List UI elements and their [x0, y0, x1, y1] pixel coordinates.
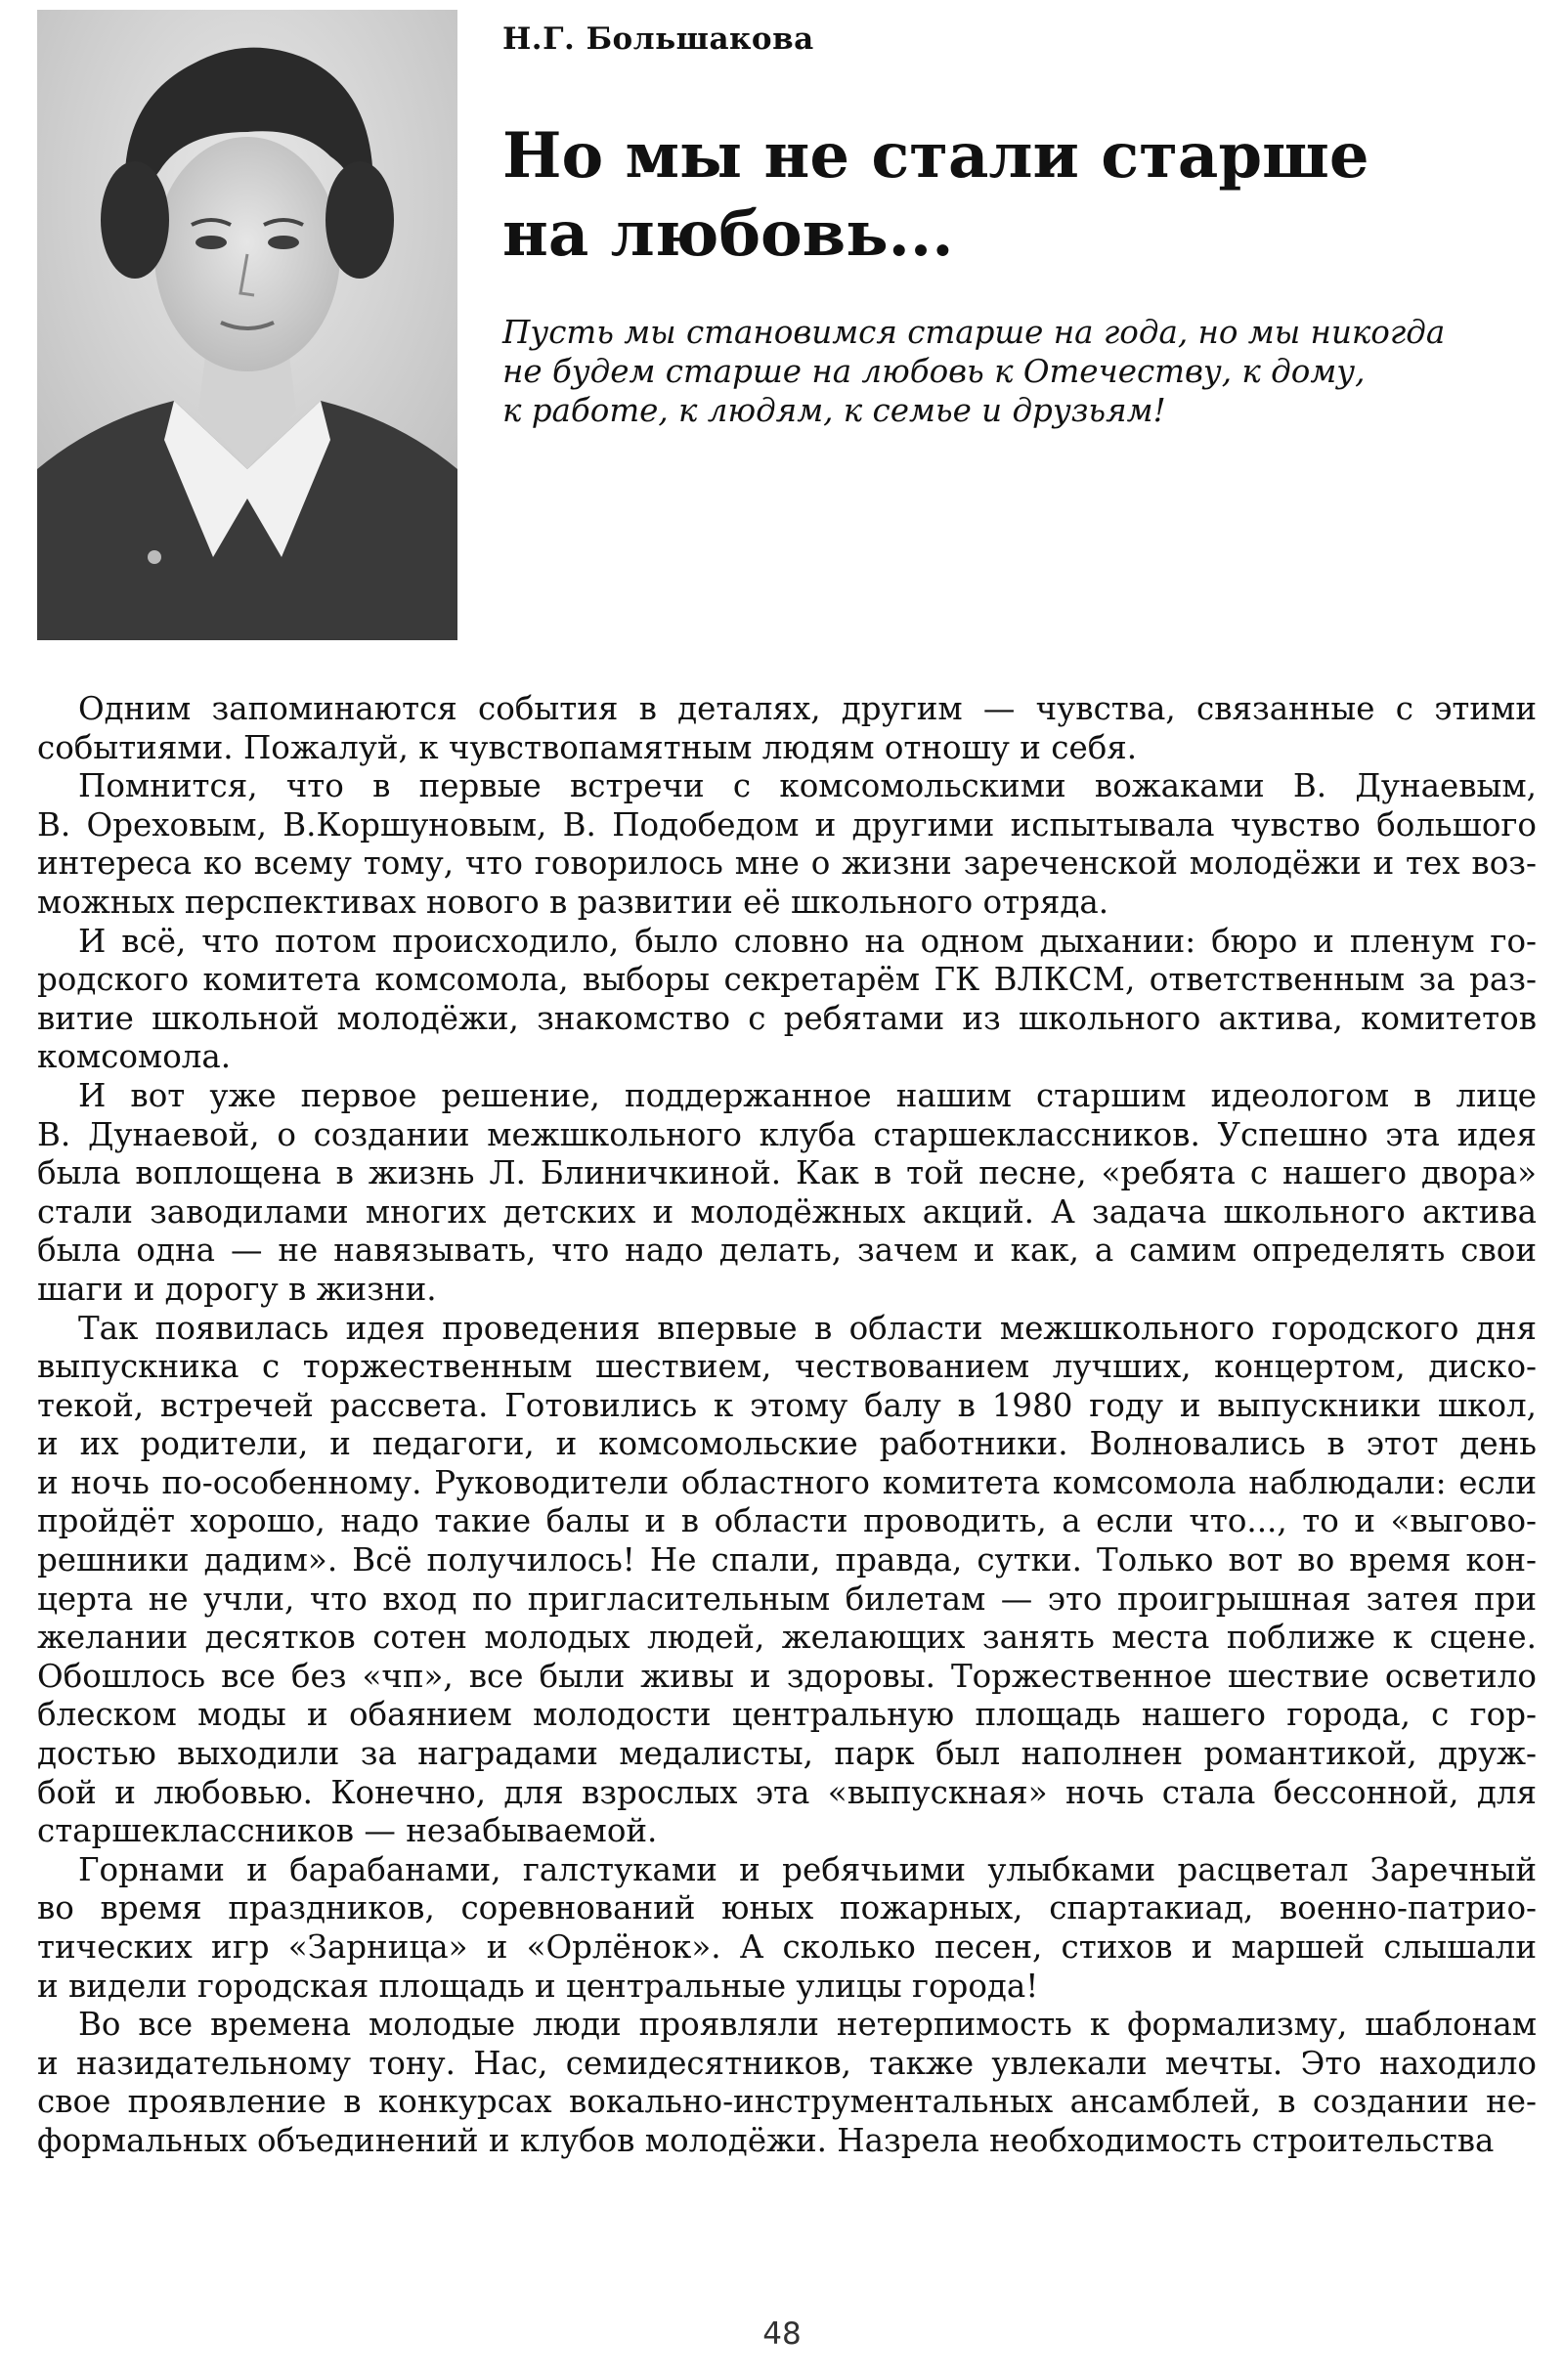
title-line: Но мы не стали старше: [502, 119, 1369, 193]
paragraph-line: блеском моды и обаянием молодости центральную площадь нашего города, с гор-: [37, 1696, 1537, 1734]
paragraph-line: и назидательному тону. Нас, семидесятников, также увлекали мечты. Это находило: [37, 2044, 1537, 2082]
body-paragraph: [37, 1851, 1537, 2006]
paragraph-line: можных перспективах нового в развитии её школьного отряда.: [37, 883, 1109, 921]
epigraph-line: не будем старше на любовь к Отечеству, к дому,: [502, 353, 1366, 390]
paragraph-line: и их родители, и педагоги, и комсомольские работники. Волновались в этот день: [37, 1425, 1537, 1463]
title-line: на любовь...: [502, 197, 954, 271]
paragraph-line: пройдёт хорошо, надо такие балы и в области проводить, а если что..., то и «выгово-: [37, 1502, 1537, 1540]
paragraph-line: стали заводилами многих детских и молодёжных акций. А задача школьного актива: [37, 1192, 1537, 1231]
paragraph-line: интереса ко всему тому, что говорилось мне о жизни зареченской молодёжи и тех воз-: [37, 844, 1537, 883]
body-paragraph: [37, 767, 1537, 922]
paragraph-line: В. Дунаевой, о создании межшкольного клуба старшеклассников. Успешно эта идея: [37, 1115, 1537, 1153]
paragraph-line: во время праздников, соревнований юных пожарных, спартакиад, военно-патрио-: [37, 1889, 1537, 1927]
paragraph-line: желании десятков сотен молодых людей, желающих занять места поближе к сцене.: [37, 1619, 1537, 1657]
paragraph-line: формальных объединений и клубов молодёжи. Назрела необходимость строительства: [37, 2121, 1495, 2159]
body-paragraph: [37, 923, 1537, 1077]
epigraph: [502, 313, 1519, 430]
paragraph-line: и ночь по-особенному. Руководители областного комитета комсомола наблюдали: если: [37, 1463, 1537, 1501]
paragraph-line: И вот уже первое решение, поддержанное нашим старшим идеологом в лице: [78, 1076, 1537, 1114]
paragraph-line: и видели городская площадь и центральные улицы города!: [37, 1967, 1039, 2005]
paragraph-line: Обошлось все без «чп», все были живы и здоровы. Торжественное шествие осветило: [37, 1657, 1537, 1695]
epigraph-line: Пусть мы становимся старше на года, но мы никогда: [502, 314, 1446, 351]
paragraph-line: В. Ореховым, В.Коршуновым, В. Подобедом и другими испытывала чувство большого: [37, 805, 1537, 844]
article-body: [37, 690, 1537, 2161]
paragraph-line: родского комитета комсомола, выборы секретарём ГК ВЛКСМ, ответственным за раз-: [37, 961, 1537, 999]
paragraph-line: была одна — не навязывать, что надо делать, зачем и как, а самим определять свои: [37, 1232, 1537, 1270]
paragraph-line: достью выходили за наградами медалисты, парк был наполнен романтикой, друж-: [37, 1735, 1537, 1773]
paragraph-line: была воплощена в жизнь Л. Блиничкиной. Как в той песне, «ребята с нашего двора»: [37, 1154, 1537, 1192]
paragraph-line: Горнами и барабанами, галстуками и ребячьими улыбками расцветал Заречный: [78, 1850, 1537, 1888]
epigraph-line: к работе, к людям, к семье и друзьям!: [502, 392, 1166, 429]
paragraph-line: выпускника с торжественным шествием, чествованием лучших, концертом, диско-: [37, 1348, 1537, 1386]
paragraph-line: шаги и дорогу в жизни.: [37, 1270, 437, 1308]
paragraph-line: Во все времена молодые люди проявляли нетерпимость к формализму, шаблонам: [78, 2006, 1537, 2044]
paragraph-line: комсомола.: [37, 1038, 232, 1076]
paragraph-line: текой, встречей рассвета. Готовились к этому балу в 1980 году и выпускники школ,: [37, 1386, 1537, 1424]
article-title: [502, 117, 1480, 274]
body-paragraph: [37, 2006, 1537, 2160]
paragraph-line: свое проявление в конкурсах вокально-инструментальных ансамблей, в создании не-: [37, 2083, 1537, 2121]
paragraph-line: событиями. Пожалуй, к чувствопамятным людям отношу и себя.: [37, 728, 1138, 766]
paragraph-line: бой и любовью. Конечно, для взрослых эта «выпускная» ночь стала бессонной, для: [37, 1773, 1537, 1811]
paragraph-line: тических игр «Зарница» и «Орлёнок». А сколько песен, стихов и маршей слышали: [37, 1928, 1537, 1966]
body-paragraph: [37, 1077, 1537, 1310]
author-name: Н.Г. Большакова: [502, 22, 814, 57]
paragraph-line: решники дадим». Всё получилось! Не спали, правда, сутки. Только вот во время кон-: [37, 1541, 1537, 1579]
paragraph-line: И всё, что потом происходило, было словно на одном дыхании: бюро и пленум го-: [78, 922, 1537, 960]
body-paragraph: [37, 690, 1537, 767]
paragraph-line: витие школьной молодёжи, знакомство с ребятами из школьного актива, комитетов: [37, 999, 1537, 1037]
body-paragraph: [37, 1310, 1537, 1851]
paragraph-line: старшеклассников — незабываемой.: [37, 1812, 658, 1850]
page-number: 48: [762, 2316, 802, 2352]
paragraph-line: Помнится, что в первые встречи с комсомольскими вожаками В. Дунаевым,: [78, 767, 1537, 805]
paragraph-line: церта не учли, что вход по пригласительным билетам — это проигрышная затея при: [37, 1579, 1537, 1618]
paragraph-line: Одним запоминаются события в деталях, другим — чувства, связанные с этими: [78, 690, 1537, 727]
author-portrait-photo: [37, 10, 457, 640]
paragraph-line: Так появилась идея проведения впервые в области межшкольного городского дня: [78, 1309, 1537, 1347]
